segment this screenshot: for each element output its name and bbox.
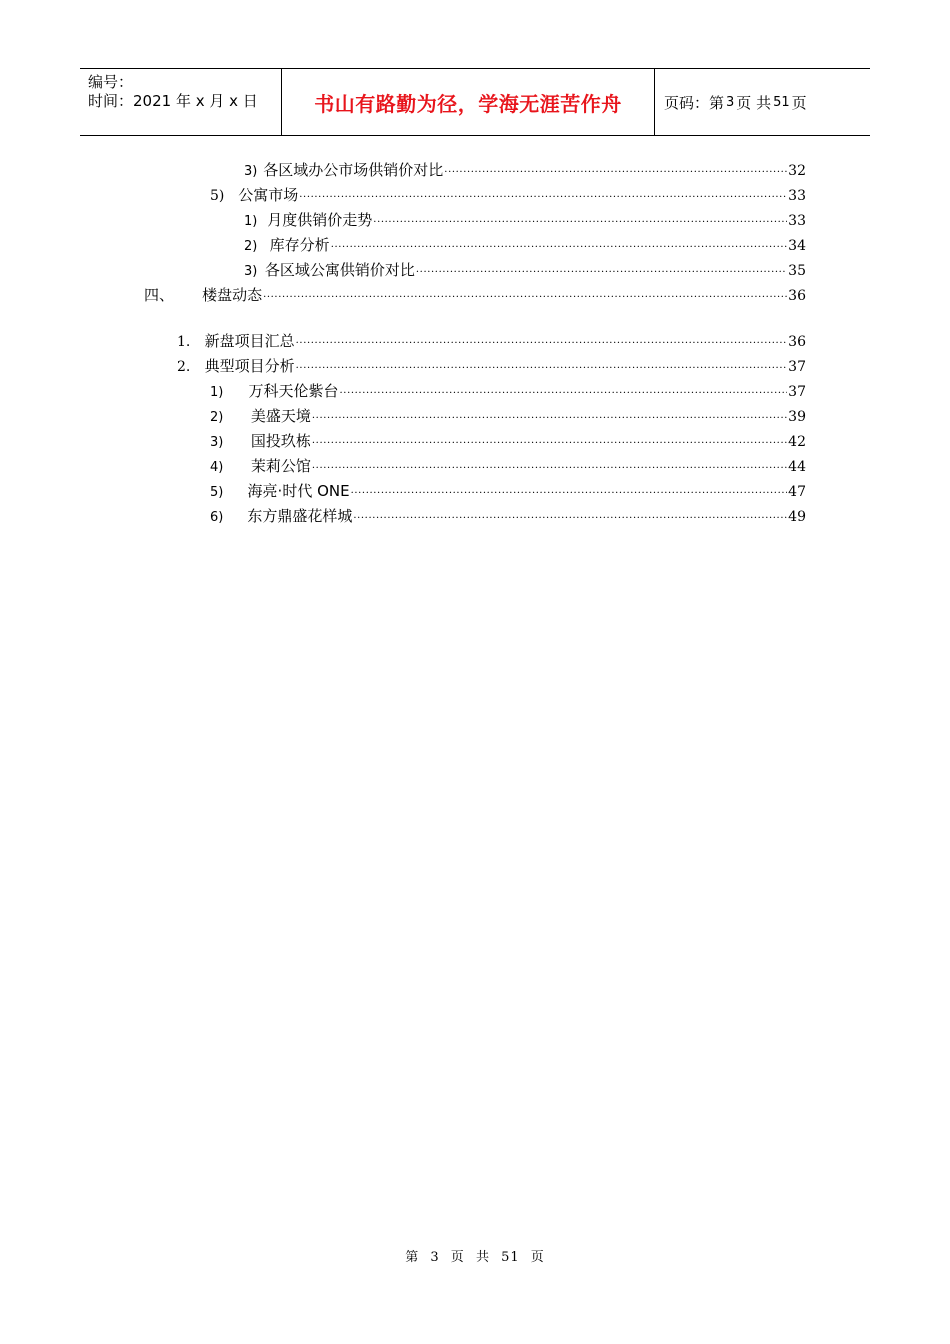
toc-leader-dots [296,357,788,381]
toc-leader-dots [416,261,787,285]
toc-entry[interactable] [210,454,806,478]
page-footer [0,1246,950,1265]
toc-entry[interactable] [210,404,806,428]
toc-entry-number: 2) [244,239,258,254]
toc-entry-page: 36 [788,334,806,350]
page-header [80,68,870,136]
header-page-prefix: 页码：第 [664,93,725,112]
toc-entry-number: 2) [210,410,224,425]
toc-entry-title: 万科天伦紫台 [248,382,339,400]
toc-leader-dots [444,161,787,185]
toc-leader-dots [312,457,787,481]
toc-entry-number: 6) [210,510,224,525]
toc-entry-number: 2. [177,359,191,375]
footer-suffix: 页 [530,1250,545,1265]
footer-current-page: 3 [430,1250,440,1265]
toc-entry-title: 公寓市场 [238,186,299,204]
toc-entry[interactable] [210,429,806,453]
toc-leader-dots [263,286,787,310]
header-page-total: 51 [773,94,790,110]
toc-leader-dots [312,432,787,456]
toc-entry-title: 各区域办公市场供销价对比 [263,161,444,179]
toc-entry-title: 国投玖栋 [250,432,311,450]
toc-entry-number: 5) [210,485,224,500]
toc-entry[interactable] [210,479,806,503]
toc-entry-number: 1. [177,334,191,350]
header-page-current: 3 [726,94,735,110]
toc-entry[interactable] [244,258,806,282]
footer-middle-2: 共 [475,1250,490,1265]
toc-entry[interactable] [210,379,806,403]
footer-middle-1: 页 [450,1250,465,1265]
toc-entry-page: 49 [788,509,806,525]
toc-entry-title: 典型项目分析 [204,357,295,375]
header-page-middle: 页 共 [736,93,772,112]
toc-entry-title: 楼盘动态 [202,286,263,304]
toc-entry[interactable] [244,233,806,257]
toc-entry-page: 37 [788,384,806,400]
toc-leader-dots [340,382,788,406]
footer-total-pages: 51 [501,1250,520,1265]
toc-entry-title: 各区域公寓供销价对比 [264,261,415,279]
toc-entry[interactable] [144,283,806,307]
toc-entry-page: 44 [788,459,806,475]
toc-entry-number: 1) [210,385,224,400]
toc-leader-dots [353,507,787,531]
toc-entry-page: 47 [788,484,806,500]
toc-entry-title: 茉莉公馆 [250,457,311,475]
header-divider-right [654,69,655,135]
toc-entry-page: 32 [788,163,806,179]
toc-leader-dots [351,482,788,506]
toc-entry-number: 1) [244,214,258,229]
toc-entry-number: 4) [210,460,224,475]
footer-prefix: 第 [405,1250,420,1265]
toc-entry[interactable] [210,183,806,207]
toc-leader-dots [299,186,787,210]
header-meta [88,73,280,111]
date-label: 时间：2021 年 x 月 x 日 [88,92,258,110]
toc-entry-title: 海亮·时代 ONE [247,482,350,500]
toc-entry[interactable] [177,354,806,378]
toc-entry-title: 月度供销价走势 [267,211,373,229]
toc-entry-page: 39 [788,409,806,425]
toc-entry[interactable] [177,329,806,353]
header-motto: 书山有路勤为径，学海无涯苦作舟 [314,91,622,116]
toc-entry-number: 四、 [144,286,175,304]
toc-entry-page: 33 [788,188,806,204]
toc-entry[interactable] [244,158,806,182]
toc-entry-page: 37 [788,359,806,375]
header-page-suffix: 页 [791,93,807,112]
toc-leader-dots [312,407,787,431]
toc-entry-number: 3) [244,264,258,279]
toc-entry-page: 42 [788,434,806,450]
toc-entry-page: 33 [788,213,806,229]
toc-entry-title: 库存分析 [269,236,330,254]
toc-entry-title: 东方鼎盛花样城 [247,507,353,525]
header-page-number [664,69,807,135]
toc-leader-dots [296,332,788,356]
toc-entry[interactable] [210,504,806,528]
toc-entry-number: 3) [244,164,258,179]
toc-leader-dots [373,211,787,235]
code-label: 编号： [88,73,134,91]
toc-entry-title: 美盛天境 [250,407,311,425]
toc-leader-dots [331,236,787,260]
toc-entry-page: 36 [788,288,806,304]
toc-entry-number: 3) [210,435,224,450]
toc-entry-page: 34 [788,238,806,254]
toc-entry[interactable] [244,208,806,232]
toc-entry-page: 35 [788,263,806,279]
toc-entry-title: 新盘项目汇总 [204,332,295,350]
toc-entry-number: 5) [210,188,225,204]
